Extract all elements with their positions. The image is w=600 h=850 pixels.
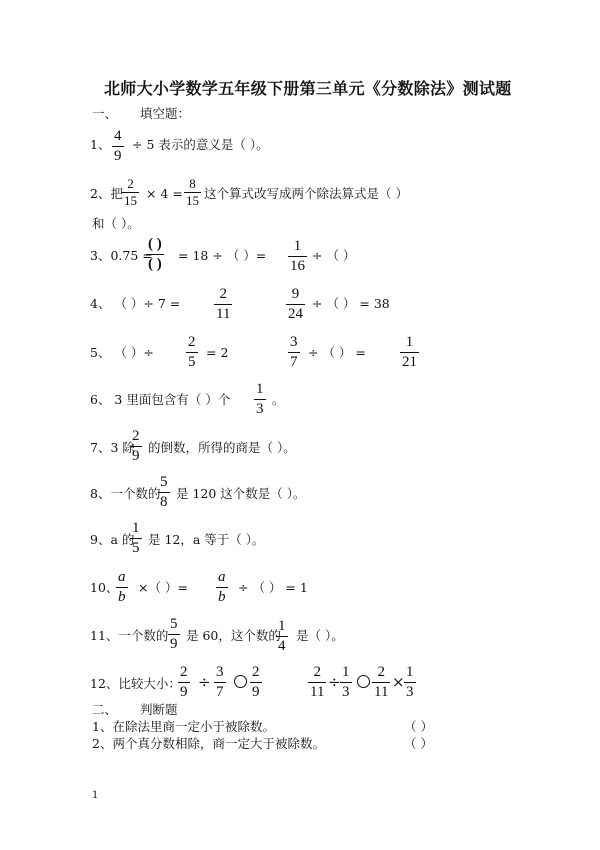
q2-f1-numerator: 2 — [127, 176, 134, 191]
q4-fraction-1 — [214, 286, 232, 323]
q10-fraction-2 — [216, 569, 228, 606]
q12-b-compare-circle[interactable] — [357, 675, 370, 688]
q12-a3-denominator: 9 — [252, 684, 260, 700]
q12-b2-denominator: 3 — [342, 684, 350, 700]
q12-b4-numerator: 1 — [406, 664, 414, 680]
q11-fraction-1 — [168, 616, 180, 653]
q6-denominator: 3 — [256, 401, 264, 417]
q3-f1-numerator: ( ) — [148, 236, 162, 252]
page-title: 北师大小学数学五年级下册第三单元《分数除法》测试题 — [104, 79, 512, 98]
q4-left: 4、 （ ）÷ 7 = — [90, 296, 181, 311]
q10-fraction-1 — [116, 569, 128, 606]
section1-number: 一、 — [92, 106, 118, 121]
q9-numerator: 1 — [132, 520, 140, 536]
q11-middle: 是 60，这个数的 — [186, 628, 281, 643]
q1-number: 1、 — [90, 137, 111, 152]
q8-fraction — [158, 474, 170, 511]
q9-text: 是 12，a 等于（ ）。 — [148, 532, 265, 547]
q7-denominator: 9 — [132, 448, 140, 464]
q1-fraction — [112, 128, 124, 165]
q5-f2-denominator: 7 — [290, 354, 298, 370]
section1-heading: 填空题： — [140, 106, 191, 121]
q3-number: 3、0.75 = — [90, 248, 153, 263]
q5-f1-numerator: 2 — [188, 334, 196, 350]
q10-f2-numerator: a — [218, 569, 226, 585]
q12-a-compare-circle[interactable] — [234, 675, 247, 688]
q2-f1-denominator: 15 — [124, 193, 137, 208]
q2-f2-numerator: 8 — [189, 176, 196, 191]
q1-text: ÷ 5 表示的意义是（ ）。 — [132, 137, 269, 152]
q5-left: 5、 （ ）÷ — [90, 345, 154, 360]
section2-number: 二、 — [92, 702, 118, 717]
q4-fraction-2 — [286, 286, 305, 323]
q11-f1-numerator: 5 — [170, 616, 178, 632]
q2-line2: 和（ ）。 — [92, 216, 140, 231]
q12-b1-denominator: 11 — [310, 684, 325, 700]
q7-fraction — [130, 428, 142, 465]
q3-fraction-blank — [146, 236, 164, 273]
q12-a-operator: ÷ — [198, 673, 211, 691]
q6-numerator: 1 — [256, 381, 264, 397]
q12-b-fraction-4 — [404, 664, 416, 701]
q5-text: ÷ （ ） = — [308, 345, 366, 360]
q12-b-operator-2: × — [392, 673, 405, 691]
q12-b-fraction-3 — [372, 664, 390, 701]
q3-fraction-2 — [288, 238, 307, 275]
q7-numerator: 2 — [132, 428, 140, 444]
q12-a-fraction-2 — [214, 664, 226, 701]
q6-fraction — [254, 381, 266, 418]
q12-b2-numerator: 1 — [342, 664, 350, 680]
q5-f1-denominator: 5 — [188, 354, 196, 370]
q10-f1-numerator: a — [118, 569, 126, 585]
j1-answer-blank[interactable]: （ ） — [404, 719, 433, 734]
q12-b1-numerator: 2 — [313, 664, 321, 680]
q5-f3-numerator: 1 — [405, 334, 414, 350]
q1-numerator: 4 — [114, 128, 122, 144]
q12-a-fraction-1 — [178, 664, 190, 701]
q12-a3-numerator: 2 — [252, 664, 260, 680]
q12-b4-denominator: 3 — [406, 684, 414, 700]
page-number: 1 — [92, 790, 99, 801]
q3-text: ÷ （ ） — [312, 248, 356, 263]
q8-denominator: 8 — [160, 494, 168, 510]
q12-a1-numerator: 2 — [180, 664, 188, 680]
q5-fraction-1 — [186, 334, 198, 371]
q2-operator: × 4 = — [146, 186, 183, 201]
q8-numerator: 5 — [160, 474, 168, 490]
j2-answer-blank[interactable]: （ ） — [404, 736, 433, 751]
q10-middle: ×（ ）= — [138, 580, 188, 595]
q2-fraction-1 — [122, 177, 139, 208]
q4-f2-numerator: 9 — [291, 286, 300, 302]
q9-denominator: 5 — [132, 540, 140, 556]
q5-f3-denominator: 21 — [402, 354, 417, 370]
q11-f2-numerator: 1 — [278, 618, 286, 634]
q12-b3-numerator: 2 — [377, 664, 385, 680]
j1-text: 1、在除法里商一定小于被除数。 — [92, 719, 275, 734]
q7-text: 的倒数，所得的商是（ ）。 — [148, 440, 296, 455]
q12-b-fraction-2 — [340, 664, 352, 701]
q12-a2-denominator: 7 — [216, 684, 224, 700]
q5-middle: = 2 — [206, 345, 229, 360]
q12-number: 12、比较大小： — [90, 676, 181, 691]
q11-text: 是（ ）。 — [296, 628, 344, 643]
q11-left: 11、一个数的 — [90, 628, 169, 643]
q12-b3-denominator: 11 — [374, 684, 389, 700]
q9-fraction — [130, 520, 142, 557]
q5-fraction-3 — [400, 334, 419, 371]
q2-text: 这个算式改写成两个除法算式是（ ） — [204, 186, 408, 201]
q3-middle: = 18 ÷ （ ）= — [178, 248, 267, 263]
q6-left: 6、 3 里面包含有（ ）个 — [90, 392, 231, 407]
q10-number: 10、 — [90, 580, 119, 595]
q12-a1-denominator: 9 — [180, 684, 188, 700]
q4-right: ÷ （ ） = 38 — [312, 296, 390, 311]
q3-f1-denominator: ( ) — [148, 256, 162, 272]
q12-b-operator: ÷ — [328, 673, 341, 691]
section2-heading: 判断题 — [140, 702, 178, 717]
q4-f1-denominator: 11 — [216, 306, 231, 322]
q8-text: 是 120 这个数是（ ）。 — [176, 486, 306, 501]
q11-fraction-2 — [276, 618, 288, 655]
q10-f1-denominator: b — [118, 589, 126, 605]
q1-denominator: 9 — [114, 148, 122, 164]
q2-f2-denominator: 15 — [186, 193, 199, 208]
q3-f2-numerator: 1 — [293, 238, 302, 254]
q12-b-fraction-1 — [308, 664, 326, 701]
q2-fraction-2 — [184, 177, 201, 208]
q3-f2-denominator: 16 — [290, 258, 305, 274]
q11-f1-denominator: 9 — [170, 636, 178, 652]
q12-a2-numerator: 3 — [216, 664, 224, 680]
q7-left: 7、3 除 — [90, 440, 135, 455]
q5-fraction-2 — [288, 334, 300, 371]
q11-f2-denominator: 4 — [278, 638, 286, 654]
q12-a-fraction-3 — [250, 664, 262, 701]
q8-left: 8、一个数的 — [90, 486, 161, 501]
q5-f2-numerator: 3 — [290, 334, 298, 350]
q10-f2-denominator: b — [218, 589, 226, 605]
q4-f2-denominator: 24 — [288, 306, 303, 322]
q2-number: 2、把 — [90, 186, 123, 201]
q10-text: ÷ （ ） = 1 — [238, 580, 308, 595]
q9-left: 9、a 的 — [90, 532, 135, 547]
q6-end: 。 — [272, 392, 285, 407]
q4-f1-numerator: 2 — [219, 286, 227, 302]
j2-text: 2、两个真分数相除，商一定大于被除数。 — [92, 736, 325, 751]
